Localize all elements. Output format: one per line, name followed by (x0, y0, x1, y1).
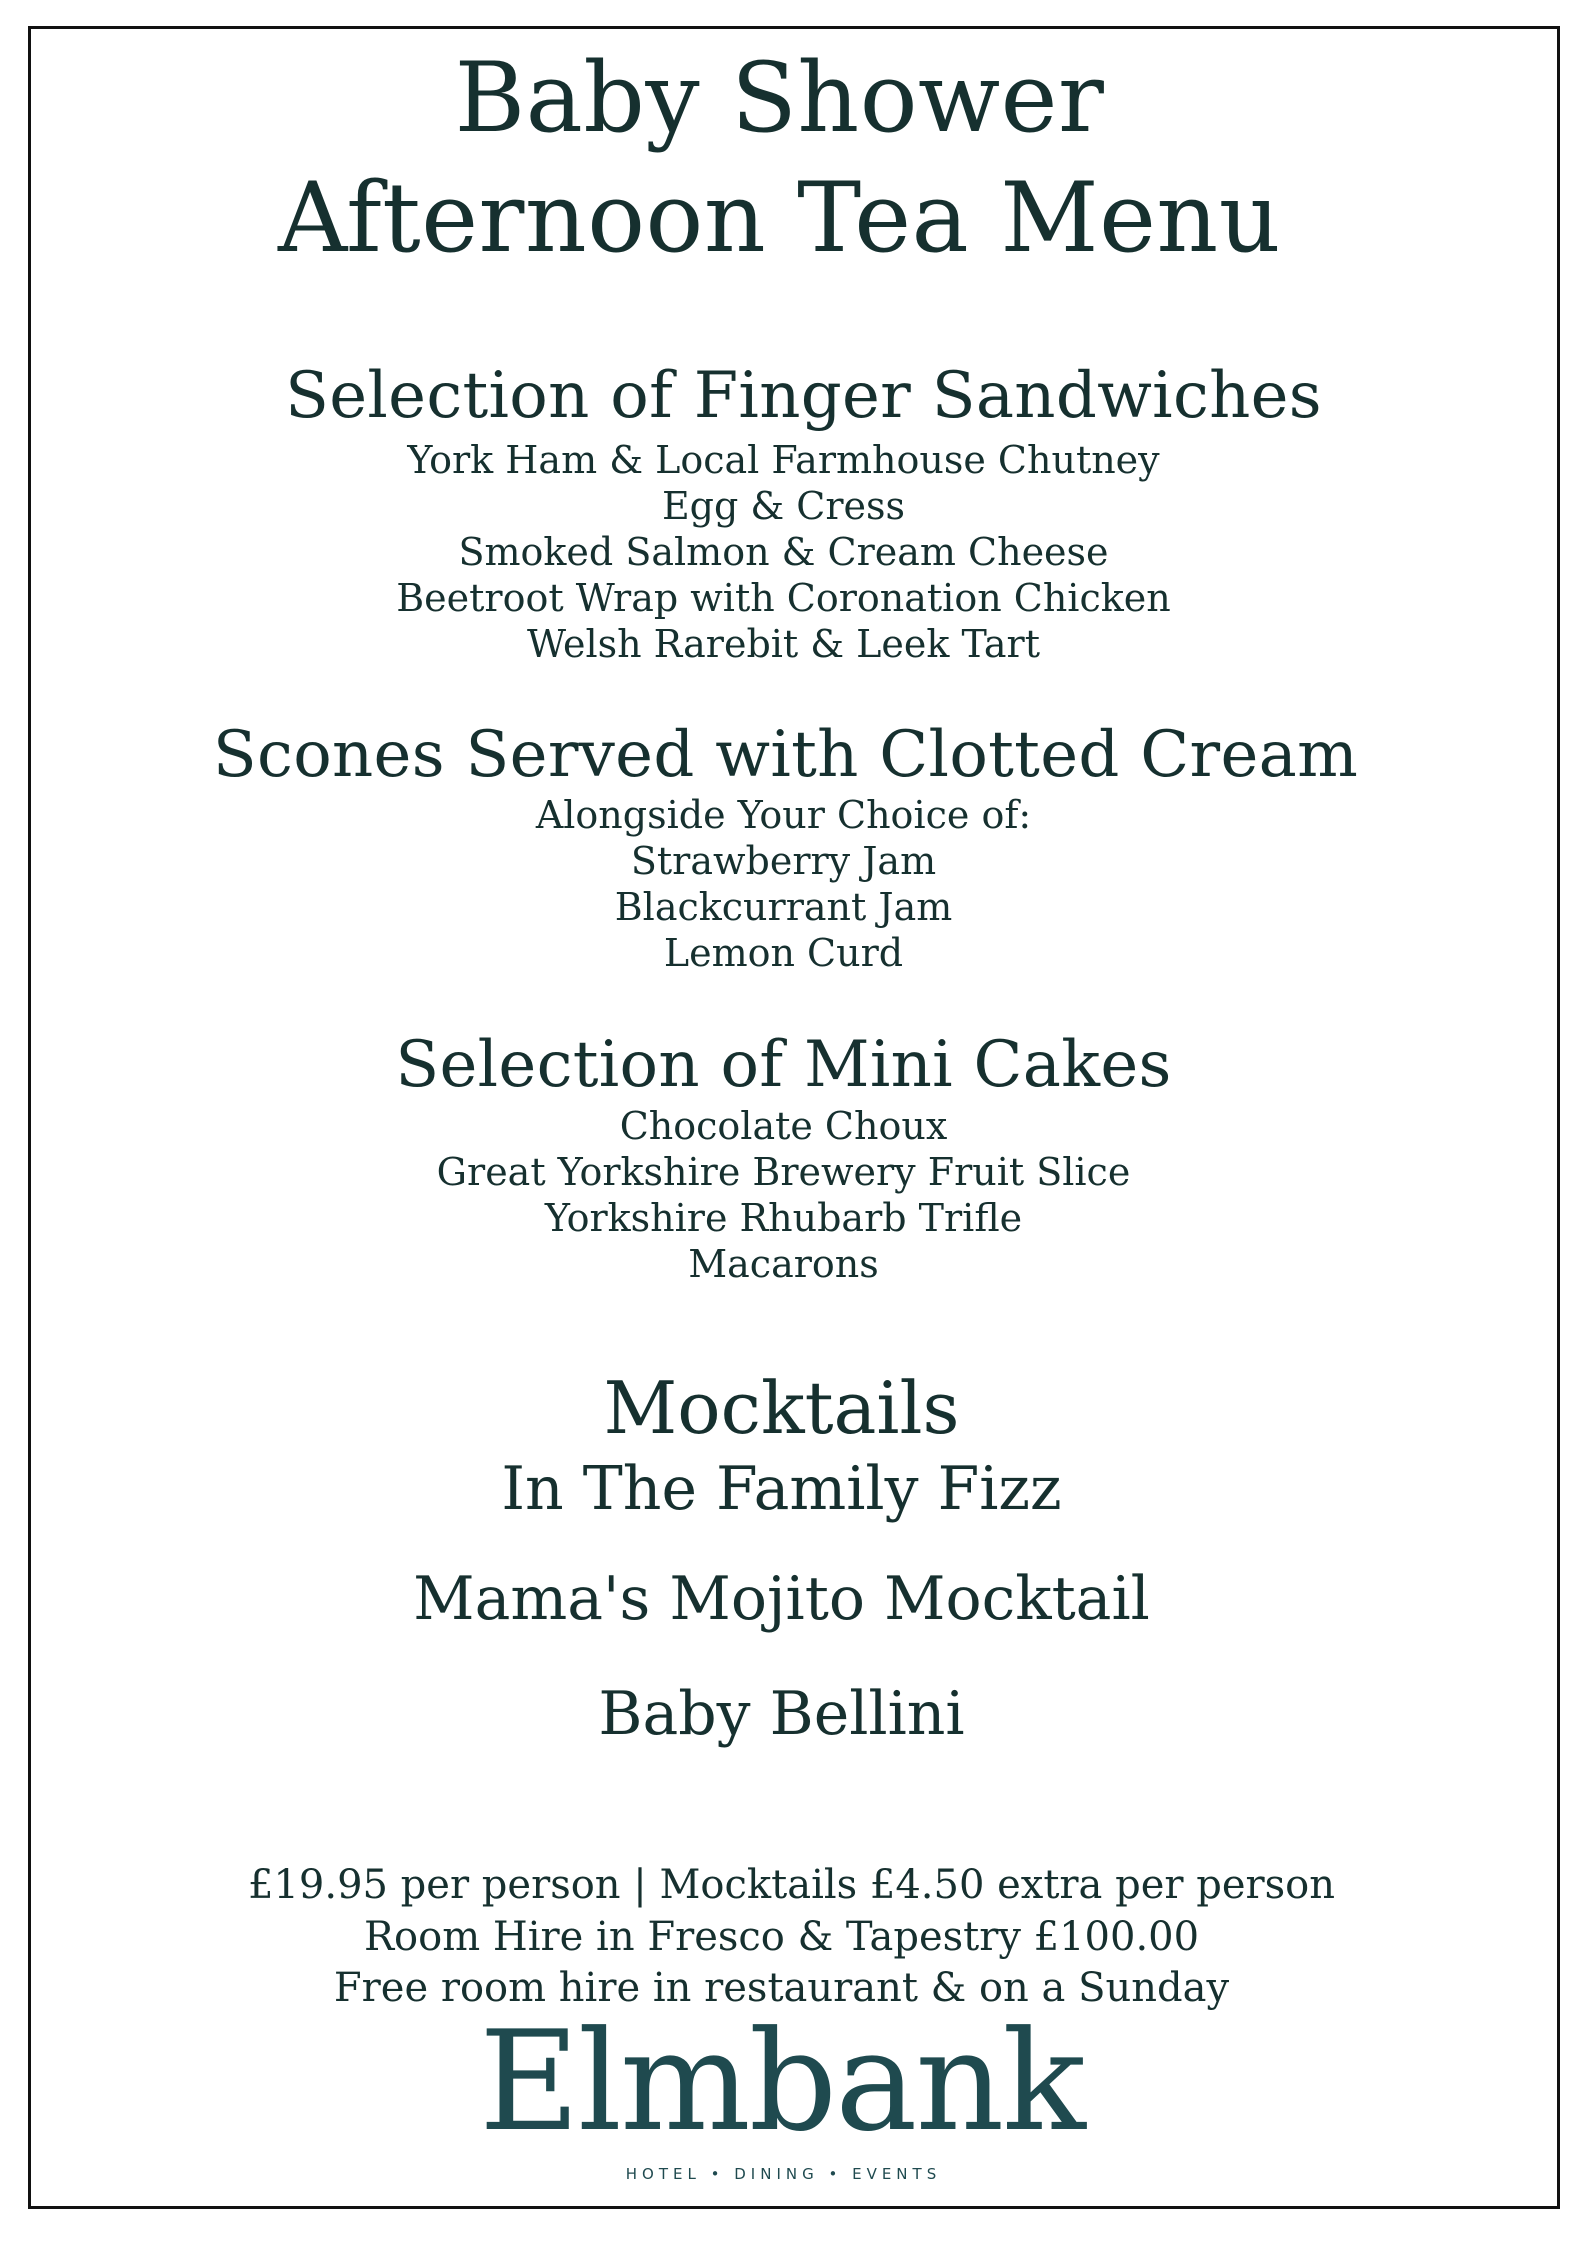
mini-cakes-list (0, 1103, 1577, 1287)
room-hire-line: Room Hire in Fresco & Tapestry £100.00 (363, 1914, 1200, 1960)
sandwiches-list (0, 437, 1577, 667)
mocktails-heading: Mocktails (603, 1366, 960, 1450)
section-heading-mini-cakes: Selection of Mini Cakes (395, 1028, 1172, 1102)
mocktail-item: Baby Bellini (598, 1679, 965, 1749)
elmbank-logo: Elmbank (479, 2001, 1084, 2162)
price-line: £19.95 per person | Mocktails £4.50 extra per person (248, 1862, 1335, 1908)
list-item: Strawberry Jam (630, 839, 937, 883)
free-hire-line: Free room hire in restaurant & on a Sunday (333, 1965, 1230, 2011)
list-item: Yorkshire Rhubarb Trifle (544, 1196, 1023, 1240)
list-item: Great Yorkshire Brewery Fruit Slice (436, 1150, 1131, 1194)
list-item: Macarons (688, 1242, 879, 1286)
section-heading-scones: Scones Served with Clotted Cream (212, 718, 1359, 792)
list-item: Smoked Salmon & Cream Cheese (458, 530, 1109, 574)
list-item: Egg & Cress (661, 484, 906, 528)
menu-title-line-2: Afternoon Tea Menu (277, 162, 1282, 274)
mocktail-item: Mama's Mojito Mocktail (413, 1564, 1150, 1634)
mocktail-item: In The Family Fizz (501, 1454, 1062, 1524)
list-item: York Ham & Local Farmhouse Chutney (407, 438, 1160, 482)
list-item: Alongside Your Choice of: (535, 793, 1032, 837)
brand-tagline: HOTEL • DINING • EVENTS (625, 2165, 942, 2183)
section-heading-sandwiches: Selection of Finger Sandwiches (285, 359, 1322, 433)
list-item: Lemon Curd (663, 931, 904, 975)
list-item: Welsh Rarebit & Leek Tart (527, 622, 1040, 666)
menu-title-line-1: Baby Shower (454, 42, 1105, 154)
list-item: Chocolate Choux (619, 1104, 948, 1148)
scones-list (0, 792, 1577, 976)
list-item: Blackcurrant Jam (614, 885, 953, 929)
list-item: Beetroot Wrap with Coronation Chicken (396, 576, 1171, 620)
